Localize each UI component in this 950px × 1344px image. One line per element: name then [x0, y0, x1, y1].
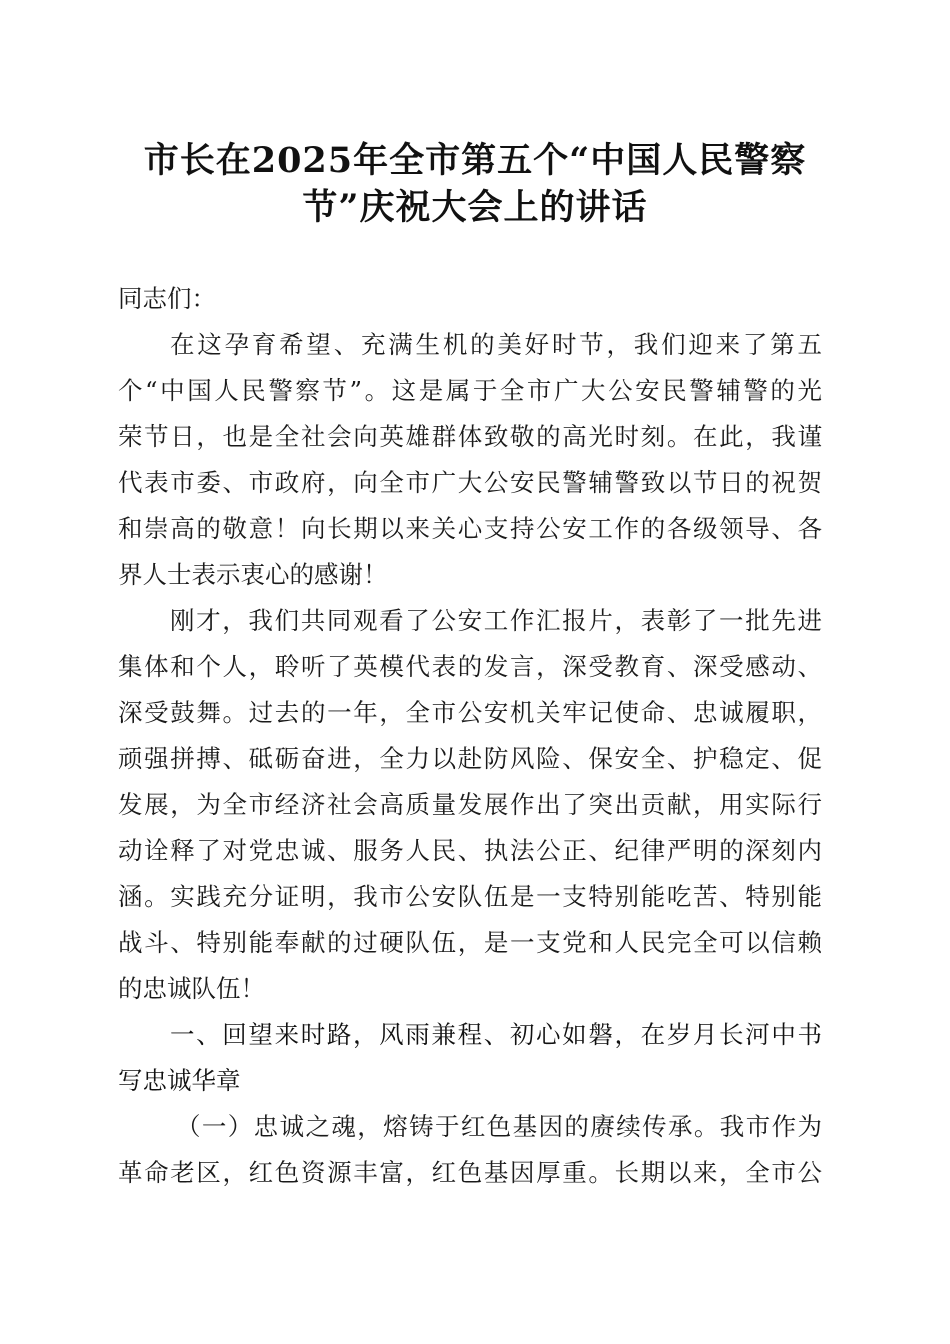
paragraph-2-line: 刚才，我们共同观看了公安工作汇报片，表彰了一批先进 [170, 606, 822, 635]
paragraph-2-line: 集体和个人，聆听了英模代表的发言，深受教育、深受感动、 [118, 652, 822, 681]
paragraph-3-line: （一）忠诚之魂，熔铸于红色基因的赓续传承。我市作为 [176, 1112, 822, 1141]
paragraph-2-line: 的忠诚队伍！ [118, 974, 265, 1003]
section-heading-line: 写忠诚华章 [118, 1066, 241, 1095]
paragraph-1-line: 荣节日，也是全社会向英雄群体致敬的高光时刻。在此，我谨 [118, 422, 822, 451]
paragraph-1-line: 在这孕育希望、充满生机的美好时节，我们迎来了第五 [170, 330, 822, 359]
paragraph-1-line: 个“中国人民警察节”。这是属于全市广大公安民警辅警的光 [118, 376, 822, 405]
document-title-line-1: 市长在2025年全市第五个“中国人民警察 [143, 140, 807, 181]
paragraph-2-line: 动诠释了对党忠诚、服务人民、执法公正、纪律严明的深刻内 [118, 836, 822, 865]
paragraph-2-line: 战斗、特别能奉献的过硬队伍，是一支党和人民完全可以信赖 [118, 928, 822, 957]
paragraph-3-line: 革命老区，红色资源丰富，红色基因厚重。长期以来，全市公 [118, 1158, 822, 1187]
document-title-line-2: 节”庆祝大会上的讲话 [302, 187, 648, 228]
section-heading-line: 一、回望来时路，风雨兼程、初心如磐，在岁月长河中书 [170, 1020, 822, 1049]
paragraph-1-line: 代表市委、市政府，向全市广大公安民警辅警致以节日的祝贺 [118, 468, 822, 497]
paragraph-2-line: 涵。实践充分证明，我市公安队伍是一支特别能吃苦、特别能 [118, 882, 822, 911]
paragraph-2-line: 发展，为全市经济社会高质量发展作出了突出贡献，用实际行 [118, 790, 822, 819]
paragraph-1-line: 和崇高的敬意！向长期以来关心支持公安工作的各级领导、各 [118, 514, 822, 543]
greeting: 同志们： [118, 284, 216, 313]
paragraph-2-line: 深受鼓舞。过去的一年，全市公安机关牢记使命、忠诚履职， [118, 698, 822, 727]
paragraph-1-line: 界人士表示衷心的感谢！ [118, 560, 388, 589]
paragraph-2-line: 顽强拼搏、砥砺奋进，全力以赴防风险、保安全、护稳定、促 [118, 744, 822, 773]
